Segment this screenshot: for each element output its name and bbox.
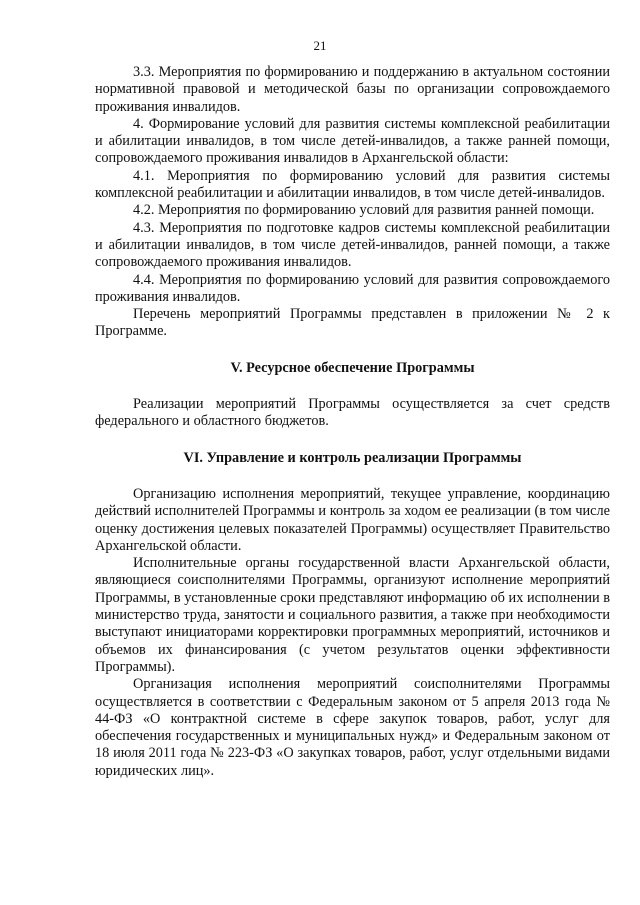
document-body (95, 64, 610, 780)
page-number: 21 (313, 38, 327, 53)
paragraph-4-2: 4.2. Мероприятия по формированию условий для развития ранней помощи. (133, 202, 595, 219)
paragraph-4-1: 4.1. Мероприятия по формированию условий для развития системы комплексной реабилитации и абилитации инвалидов, в том числе детей-инвалидов. (95, 167, 610, 202)
paragraph-4: 4. Формирование условий для развития системы комплексной реабилитации и абилитации инвалидов, в том числе детей-инвалидов, а также ранней помощи, сопровождаемого проживания инвалидов в Архангельской области: (95, 115, 610, 167)
paragraph-federal-law: Организация исполнения мероприятий соисполнителями Программы осуществляется в соответствии с Федеральным законом от 5 апреля 2013 года № 44-ФЗ «О контрактной системе в сфере закупок товаров, работ, услуг для обеспечения государственных и муниципальных нужд» и Федеральным законом от 18 июля 2011 года № 223-ФЗ «О закупках товаров, работ, услуг отдельными видами юридических лиц». (95, 676, 610, 779)
paragraph-4-4: 4.4. Мероприятия по формированию условий для развития сопровождаемого проживания инвалидов. (95, 271, 610, 305)
paragraph-4-3: 4.3. Мероприятия по подготовке кадров системы комплексной реабилитации и абилитации инвалидов, в том числе детей-инвалидов, ранней помощи, а также сопровождаемого проживания инвалидов. (95, 219, 610, 271)
section-heading-v: V. Ресурсное обеспечение Программы (230, 359, 475, 376)
paragraph-executive-bodies: Исполнительные органы государственной власти Архангельской области, являющиеся соисполнителями Программы, организуют исполнение мероприятий Программы, в установленные сроки представляют информацию об их исполнении в министерство труда, занятости и социального развития, а также при необходимости выступают инициаторами корректировки программных мероприятий, источников и объемов их финансирования (с учетом результатов оценки эффективности Программы). (95, 555, 610, 675)
paragraph-activities-list: Перечень мероприятий Программы представлен в приложении № 2 к Программе. (95, 306, 610, 340)
section-heading-vi: VI. Управление и контроль реализации Программы (183, 449, 522, 466)
paragraph-funding: Реализации мероприятий Программы осуществляется за счет средств федерального и областного бюджетов. (95, 396, 610, 430)
paragraph-3-3: 3.3. Мероприятия по формированию и поддержанию в актуальном состоянии нормативной правовой и методической базы по организации сопровождаемого проживания инвалидов. (95, 64, 610, 115)
paragraph-management: Организацию исполнения мероприятий, текущее управление, координацию действий исполнителей Программы и контроль за ходом ее реализации (в том числе оценку достижения целевых показателей Программы) осуществляет Правительство Архангельской области. (95, 485, 610, 554)
